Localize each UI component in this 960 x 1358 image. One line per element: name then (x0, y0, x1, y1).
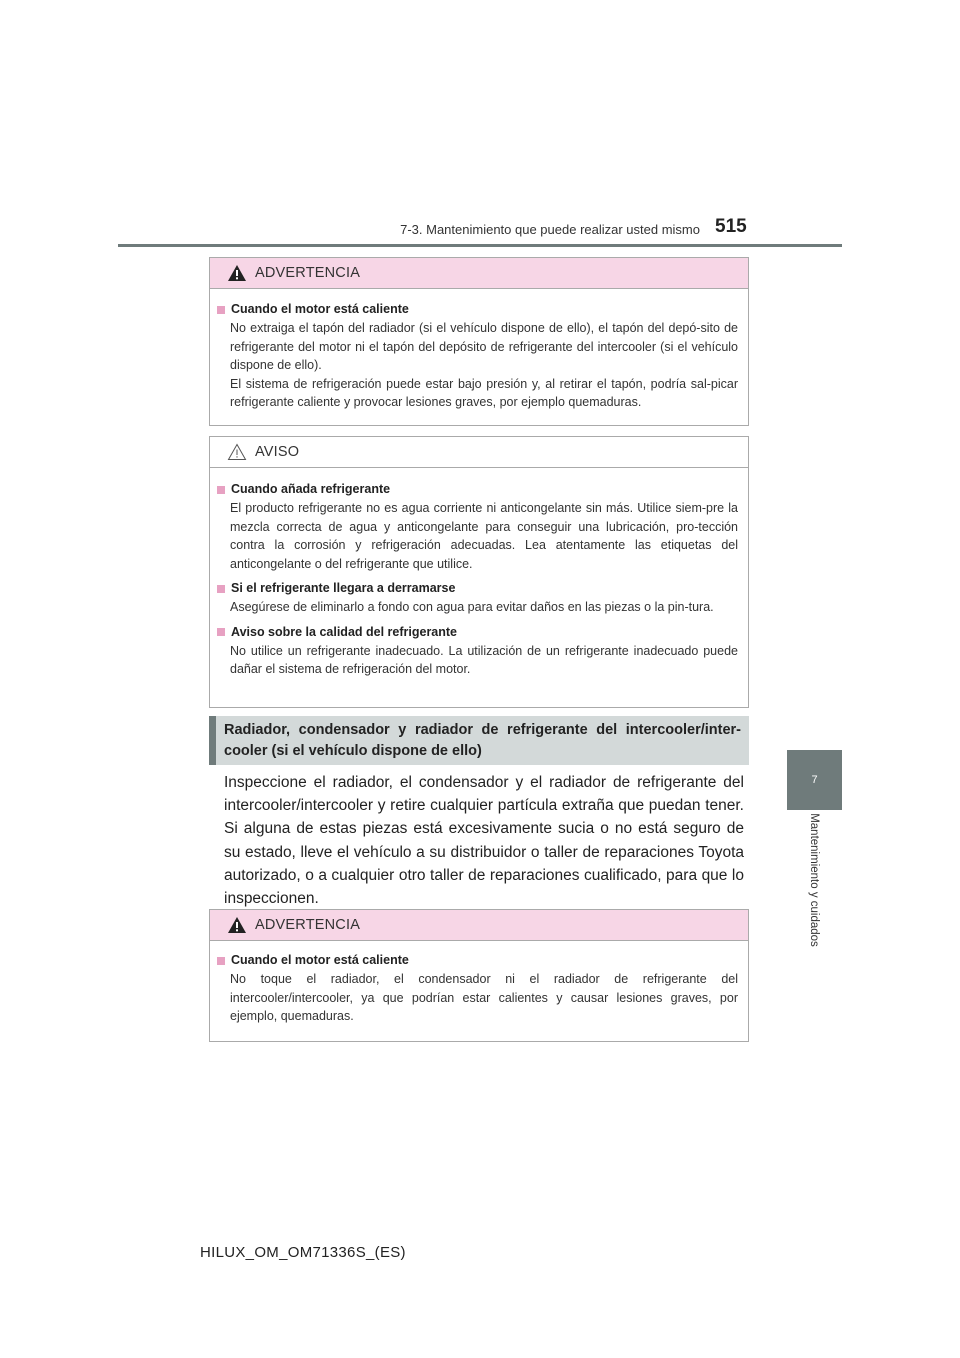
warning-item (217, 300, 738, 412)
warning-item-text: No toque el radiador, el condensador ni el radiador de refrigerante del intercooler/intercooler, ya que podrían estar calientes y causar lesiones graves, por ejemplo, quemaduras. (230, 972, 738, 1023)
notice-item (217, 480, 738, 573)
chapter-tab (787, 750, 842, 810)
notice-item-heading: Aviso sobre la calidad del refrigerante (231, 624, 458, 639)
notice-item-heading: Cuando añada refrigerante (231, 482, 391, 496)
warning-box-1-title: ADVERTENCIA (255, 265, 361, 281)
notice-box-header (210, 437, 748, 468)
warning-item-text-2: El sistema de refrigeración puede estar bajo presión y, al retirar el tapón, podría sal-picar refrigerante caliente y provocar lesiones graves, por ejemplo quemaduras. (230, 376, 738, 409)
chapter-number: 7 (811, 774, 818, 786)
square-bullet-icon (217, 486, 225, 494)
square-bullet-icon (217, 957, 225, 965)
document-code: HILUX_OM_OM71336S_(ES) (200, 1244, 406, 1261)
page-number: 515 (715, 216, 747, 237)
notice-item-text: El producto refrigerante no es agua corriente ni anticongelante sin más. Utilice siem-pre la mezcla correcta de agua y anticongelante para conseguir una lubricación, pro-tección contra la corrosión y refrigeración adecuadas. Lea atentamente las etiquetas del anticongelante o del refrigerante que utilice. (230, 501, 738, 571)
notice-item-text: Asegúrese de eliminarlo a fondo con agua para evitar daños en las piezas o la pin-tura. (230, 600, 714, 614)
warning-item-heading: Cuando el motor está caliente (231, 953, 409, 967)
warning-item (217, 951, 738, 1026)
warning-box-2-header (210, 910, 748, 941)
notice-item (217, 579, 738, 617)
notice-item-text: No utilice un refrigerante inadecuado. La utilización de un refrigerante inadecuado puede dañar el sistema de refrigeración del motor. (230, 643, 738, 676)
square-bullet-icon (217, 306, 225, 314)
warning-item-heading: Cuando el motor está caliente (231, 302, 409, 316)
warning-triangle-icon (227, 264, 247, 282)
notice-box (209, 436, 749, 708)
running-header: 7-3. Mantenimiento que puede realizar usted mismo (400, 222, 700, 237)
chapter-label: Mantenimiento y cuidados (808, 813, 820, 947)
notice-item-heading: Si el refrigerante llegara a derramarse (231, 581, 456, 595)
warning-box-2-title: ADVERTENCIA (255, 917, 361, 933)
warning-box-1-header (210, 258, 748, 289)
square-bullet-icon (217, 628, 225, 636)
section-heading: Radiador, condensador y radiador de refrigerante del intercooler/inter-cooler (si el vehículo dispone de ello) (209, 716, 749, 765)
section-paragraph: Inspeccione el radiador, el condensador y el radiador de refrigerante del intercooler/intercooler y retire cualquier partícula extraña que puedan tener. Si alguna de estas piezas está excesivamente sucia o no está seguro de su estado, lleve el vehículo a su distribuidor o taller de reparaciones Toyota autorizado, o a cualquier otro taller de reparaciones cualificado, para que lo inspeccionen. (224, 774, 744, 908)
warning-box-1 (209, 257, 749, 426)
caution-triangle-icon (227, 443, 247, 461)
warning-box-2 (209, 909, 749, 1042)
notice-item (217, 623, 738, 679)
square-bullet-icon (217, 585, 225, 593)
header-divider (118, 244, 842, 247)
notice-box-title: AVISO (255, 444, 300, 460)
warning-triangle-icon (227, 916, 247, 934)
warning-item-text: No extraiga el tapón del radiador (si el vehículo dispone de ello), el tapón del depó-sito de refrigerante del motor ni el tapón del depósito de refrigerante del intercooler (si el vehículo dispone de ello). (230, 321, 738, 372)
